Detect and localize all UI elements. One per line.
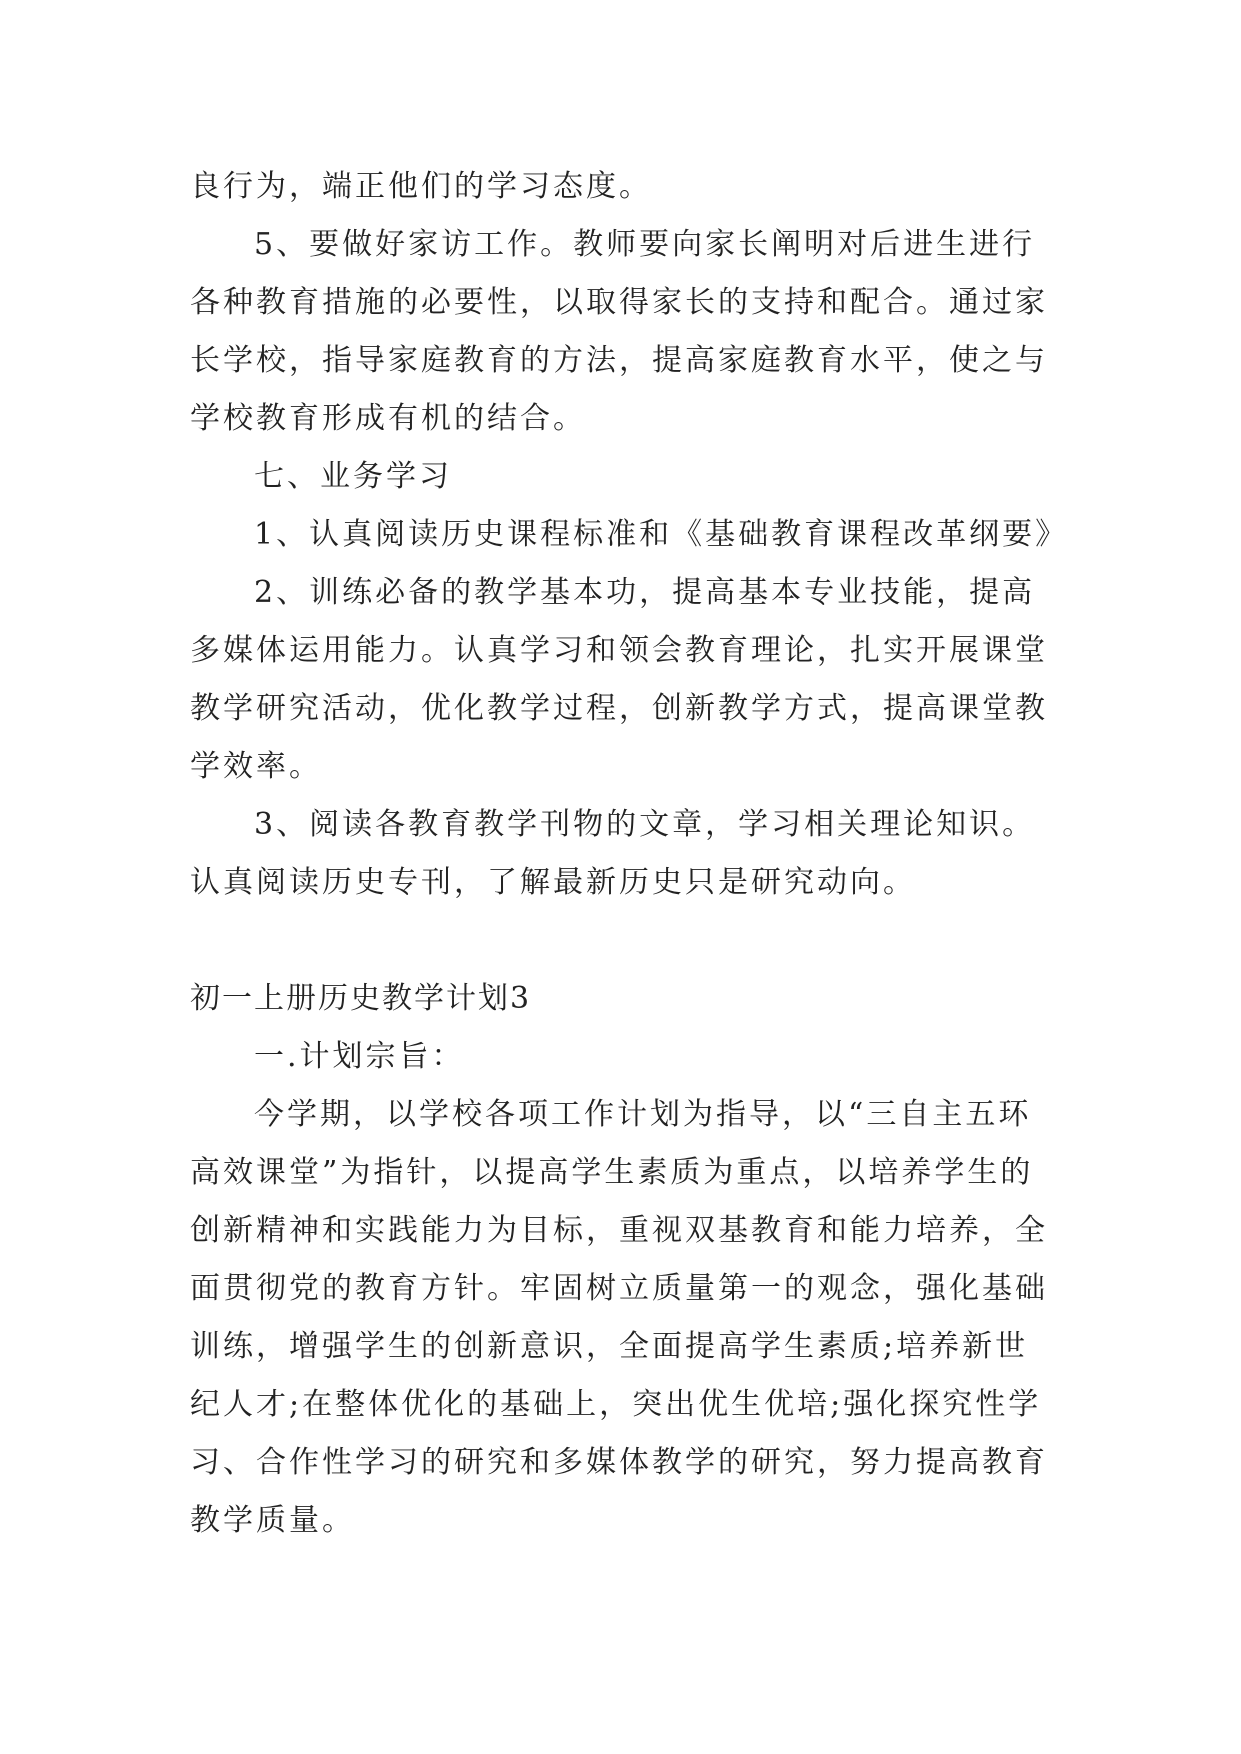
paragraph-plan-purpose-heading: 一.计划宗旨： <box>254 1039 465 1074</box>
section-heading-professional-study: 七、业务学习 <box>254 459 452 494</box>
document-body <box>190 158 1069 1550</box>
paragraph-study-item-3: 3、阅读各教育教学刊物的文章，学习相关理论知识。认真阅读历史专刊，了解最新历史只是研究动向。 <box>190 807 1036 900</box>
paragraph-home-visit: 5、要做好家访工作。教师要向家长阐明对后进生进行各种教育措施的必要性，以取得家长的支持和配合。通过家长学校，指导家庭教育的方法，提高家庭教育水平，使之与学校教育形成有机的结合。 <box>190 227 1048 436</box>
document-section-title: 初一上册历史教学计划3 <box>190 981 532 1016</box>
paragraph-plan-purpose-body: 今学期，以学校各项工作计划为指导，以“三自主五环高效课堂”为指针，以提高学生素质为重点，以培养学生的创新精神和实践能力为目标，重视双基教育和能力培养，全面贯彻党的教育方针。牢固树立质量第一的观念，强化基础训练，增强学生的创新意识，全面提高学生素质;培养新世纪人才;在整体优化的基础上，突出优生优培;强化探究性学习、合作性学习的研究和多媒体教学的研究，努力提高教育教学质量。 <box>190 1097 1048 1538</box>
paragraph-study-item-1: 1、认真阅读历史课程标准和《基础教育课程改革纲要》 <box>254 517 1069 552</box>
paragraph-study-item-2: 2、训练必备的教学基本功，提高基本专业技能，提高多媒体运用能力。认真学习和领会教育理论，扎实开展课堂教学研究活动，优化教学过程，创新教学方式，提高课堂教学效率。 <box>190 575 1048 784</box>
paragraph-continuation: 良行为，端正他们的学习态度。 <box>190 169 652 204</box>
